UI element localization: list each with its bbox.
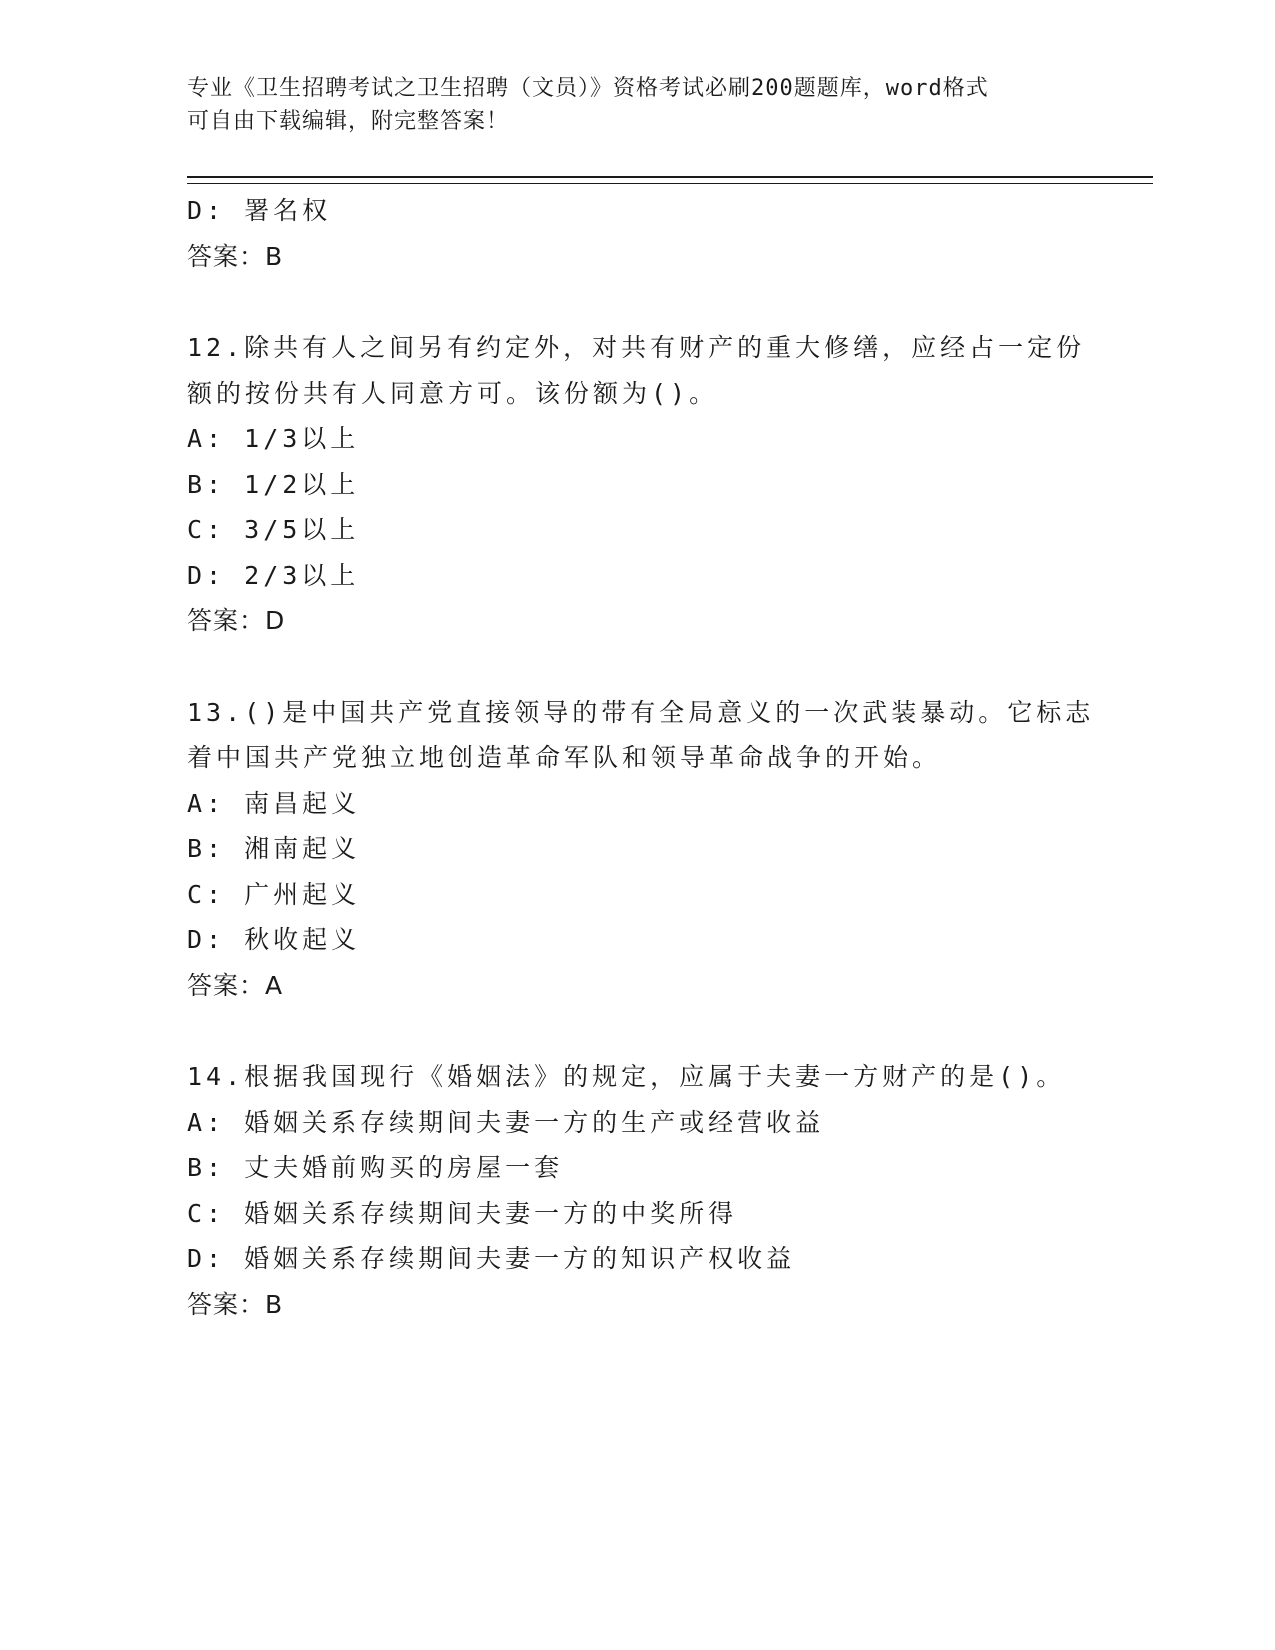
question-text-line-1: 14.根据我国现行《婚姻法》的规定，应属于夫妻一方财产的是()。 <box>187 1062 1066 1091</box>
answer-line: 答案：B <box>187 241 284 271</box>
answer-line: 答案：B <box>187 1289 284 1319</box>
header-rule-thick <box>187 176 1153 178</box>
prev-question-fragment <box>187 188 1107 279</box>
option-a: A: 1/3以上 <box>187 424 360 453</box>
question-13 <box>187 690 1107 1009</box>
option-d: D: 2/3以上 <box>187 560 360 590</box>
option-c: C: 婚姻关系存续期间夫妻一方的中奖所得 <box>187 1198 738 1228</box>
option-b: B: 湘南起义 <box>187 834 361 863</box>
question-text-line-2: 额的按份共有人同意方可。该份额为()。 <box>187 378 719 408</box>
option-a: A: 婚姻关系存续期间夫妻一方的生产或经营收益 <box>187 1107 825 1137</box>
option-c: C: 广州起义 <box>187 879 361 909</box>
option-c: C: 3/5以上 <box>187 515 360 544</box>
option-a: A: 南昌起义 <box>187 788 361 818</box>
question-14 <box>187 1054 1107 1327</box>
header-rule-thin <box>187 183 1153 184</box>
header-title-line-1: 专业《卫生招聘考试之卫生招聘（文员）》资格考试必刷200题题库，word格式 <box>187 76 989 101</box>
answer-line: 答案：D <box>187 606 286 635</box>
option-b: B: 丈夫婚前购买的房屋一套 <box>187 1153 564 1182</box>
question-list <box>187 188 1107 1327</box>
option-d: D: 婚姻关系存续期间夫妻一方的知识产权收益 <box>187 1244 796 1273</box>
option-d: D: 秋收起义 <box>187 925 361 954</box>
question-12 <box>187 325 1107 644</box>
header-title-line-2: 可自由下载编辑，附完整答案！ <box>187 109 510 134</box>
question-text-line-2: 着中国共产党独立地创造革命军队和领导革命战争的开始。 <box>187 743 942 772</box>
page-header <box>187 72 1067 138</box>
question-text-line-1: 12.除共有人之间另有约定外，对共有财产的重大修缮，应经占一定份 <box>187 333 1086 362</box>
question-text-line-1: 13.()是中国共产党直接领导的带有全局意义的一次武装暴动。它标志 <box>187 697 1095 727</box>
answer-line: 答案：A <box>187 970 284 1000</box>
option-b: B: 1/2以上 <box>187 469 360 499</box>
option-d: D: 署名权 <box>187 196 332 225</box>
